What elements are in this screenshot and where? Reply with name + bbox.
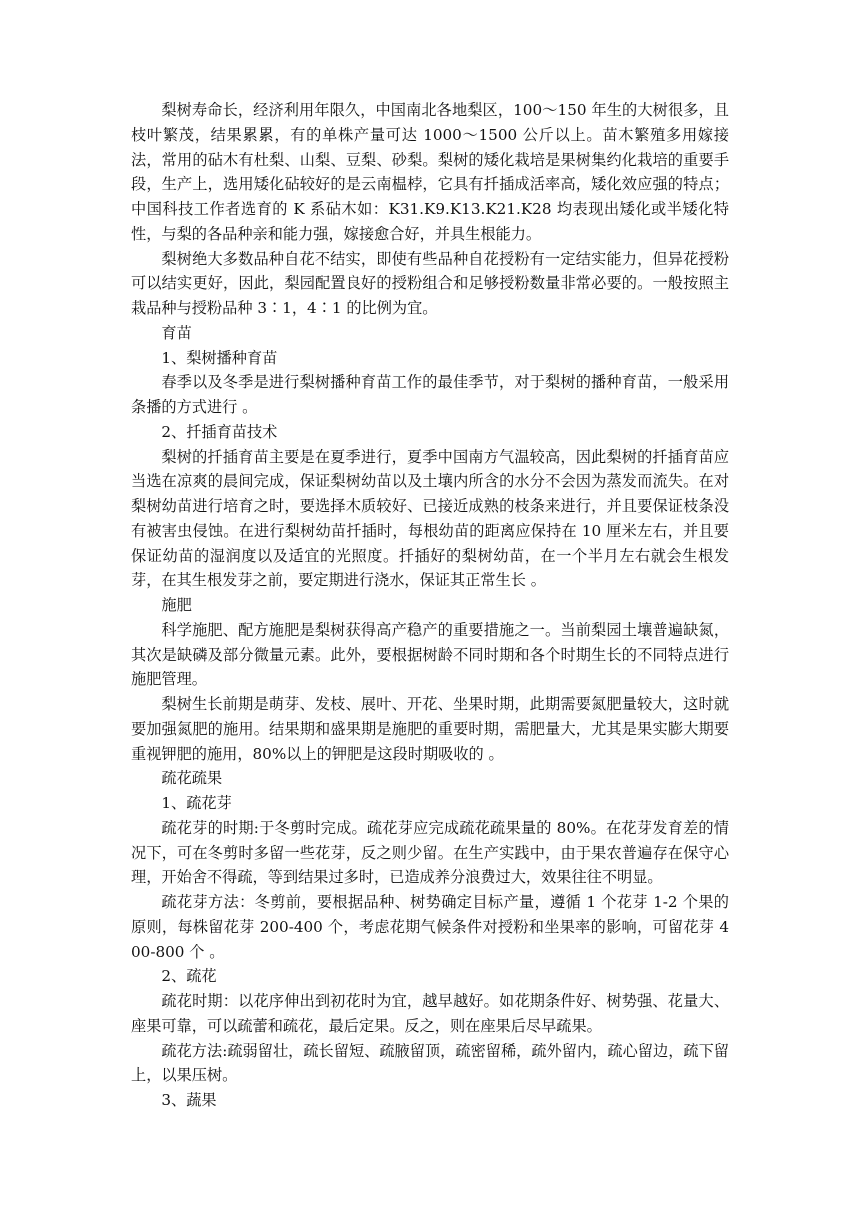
document-body — [131, 98, 729, 1113]
paragraph-fertilization-overview: 科学施肥、配方施肥是梨树获得高产稳产的重要措施之一。当前梨园土壤普遍缺氮，其次是缺磷及部分微量元素。此外，要根据树龄不同时期和各个时期生长的不同特点进行施肥管理。 — [131, 620, 729, 689]
subheading-thin-buds: 1、疏花芽 — [161, 794, 232, 812]
paragraph-thin-buds-method: 疏花芽方法：冬剪前，要根据品种、树势确定目标产量，遵循 1 个花芽 1-2 个果的原则，每株留花芽 200-400 个，考虑花期气候条件对授粉和坐果率的影响，可留花芽 400-800 个 。 — [131, 893, 729, 961]
paragraph-thin-flowers-method: 疏花方法:疏弱留壮，疏长留短、疏腋留顶，疏密留稀，疏外留内，疏心留边，疏下留上，以果压树。 — [131, 1041, 729, 1085]
heading-fertilization: 施肥 — [161, 596, 192, 614]
heading-seedling: 育苗 — [161, 323, 192, 342]
paragraph-pollination: 梨树绝大多数品种自花不结实，即使有些品种自花授粉有一定结实能力，但异花授粉可以结实更好，因此，梨园配置良好的授粉组合和足够授粉数量非常必要的。一般按照主栽品种与授粉品种 3∶1，4∶1 的比例为宜。 — [131, 249, 729, 317]
paragraph-sowing: 春季以及冬季是进行梨树播种育苗工作的最佳季节，对于梨树的播种育苗，一般采用条播的方式进行 。 — [131, 373, 729, 416]
paragraph-dwarf-cultivation: 梨树寿命长，经济利用年限久，中国南北各地梨区，100～150 年生的大树很多，且枝叶繁茂，结果累累，有的单株产量可达 1000～1500 公斤以上。苗木繁殖多用嫁接法，常用的砧木有杜梨、山梨、豆梨、砂梨。梨树的矮化栽培是果树集约化栽培的重要手段，生产上，选用矮化砧较好的是云南榅桲，它具有扦插成活率高，矮化效应强的特点；中国科技工作者选育的 K 系砧木如：K31.K9.K13.K21.K28 均表现出矮化或半矮化特性，与梨的各品种亲和能力强，嫁接愈合好，并具生根能力。 — [131, 101, 729, 243]
paragraph-fertilization-stages: 梨树生长前期是萌芽、发枝、展叶、开花、坐果时期，此期需要氮肥量较大，这时就要加强氮肥的施用。结果期和盛果期是施肥的重要时期，需肥量大，尤其是果实膨大期要重视钾肥的施用，80%以上的钾肥是这段时期吸收的 。 — [131, 695, 729, 763]
paragraph-thin-buds-timing: 疏花芽的时期:于冬剪时完成。疏花芽应完成疏花疏果量的 80%。在花芽发育差的情况下，可在冬剪时多留一些花芽，反之则少留。在生产实践中，由于果农普遍存在保守心理，开始舍不得疏，等到结果过多时，已造成养分浪费过大，效果往往不明显。 — [131, 818, 729, 887]
subheading-thin-fruit: 3、蔬果 — [161, 1091, 217, 1109]
subheading-sowing: 1、梨树播种育苗 — [161, 348, 278, 367]
subheading-thin-flowers: 2、疏花 — [161, 967, 217, 986]
subheading-cutting: 2、扦插育苗技术 — [161, 422, 278, 441]
paragraph-thin-flowers-timing: 疏花时期：以花序伸出到初花时为宜，越早越好。如花期条件好、树势强、花量大、座果可靠，可以疏蕾和疏花，最后定果。反之，则在座果后尽早疏果。 — [131, 992, 729, 1035]
paragraph-cutting: 梨树的扦插育苗主要是在夏季进行，夏季中国南方气温较高，因此梨树的扦插育苗应当选在凉爽的晨间完成，保证梨树幼苗以及土壤内所含的水分不会因为蒸发而流失。在对梨树幼苗进行培育之时，要选择木质较好、已接近成熟的枝条来进行，并且要保证枝条没有被害虫侵蚀。在进行梨树幼苗扦插时，每根幼苗的距离应保持在 10 厘米左右，并且要保证幼苗的湿润度以及适宜的光照度。扦插好的梨树幼苗，在一个半月左右就会生根发芽，在其生根发芽之前，要定期进行浇水，保证其正常生长 。 — [131, 447, 729, 590]
heading-thinning: 疏花疏果 — [161, 769, 223, 788]
